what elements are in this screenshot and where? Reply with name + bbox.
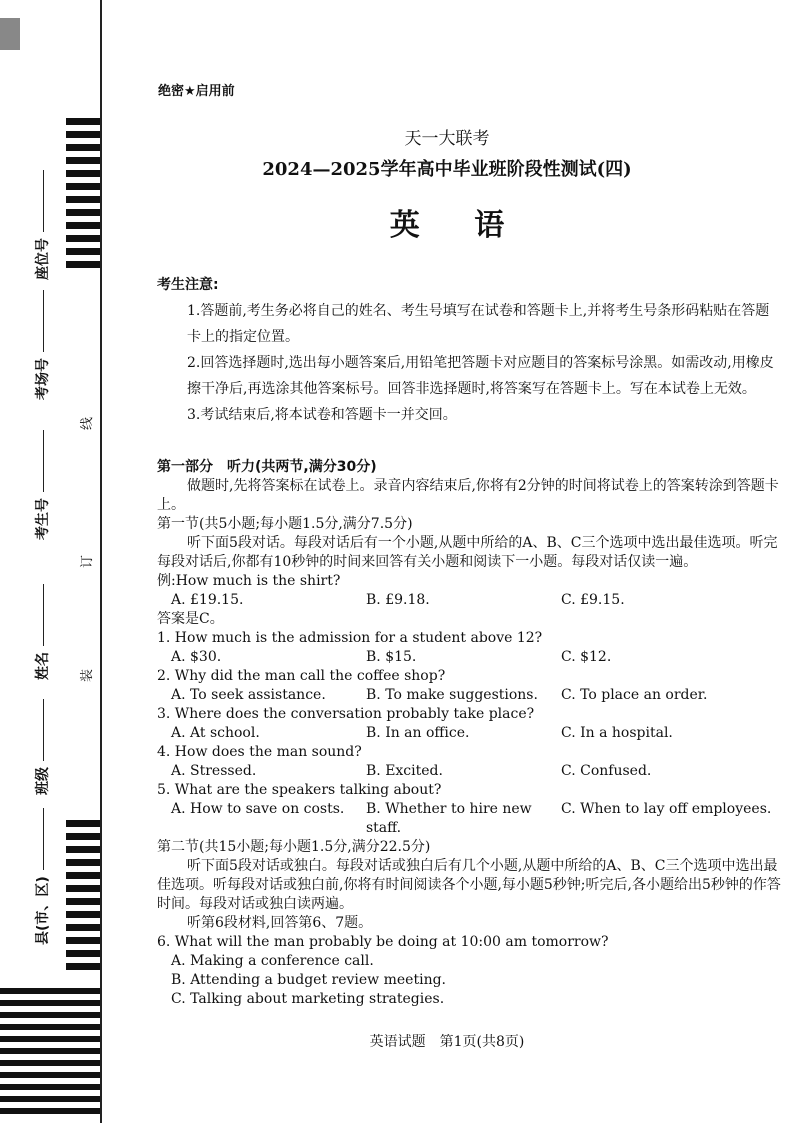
page-footer: 英语试题 第1页(共8页) [369,1034,525,1050]
candidate-notice [157,272,782,428]
cut-mark-staple: 订 [80,554,95,568]
option: B. $15. [366,649,417,665]
example-options [157,591,782,610]
option: A. £19.15. [171,592,244,608]
question-5: 5. What are the speakers talking about? [157,782,442,798]
corner-mark [0,18,20,50]
option: C. To place an order. [561,687,708,703]
side-field-seat: 座位号 [32,170,52,280]
section2-intro: 听下面5段对话或独白。每段对话或独白后有几个小题,从题中所给的A、B、C三个选项中选出最佳选项。听每段对话或独白前,你将有时间阅读各个小题,每小题5秒钟;听完后,各小题给出5秒钟的作答时间。每段对话或独白读两遍。 [157,858,781,912]
option: B. To make suggestions. [366,687,538,703]
option: B. Excited. [366,763,443,779]
side-field-room: 考场号 [32,290,52,400]
question-4: 4. How does the man sound? [157,744,362,760]
confidential-label: 绝密★启用前 [158,84,235,99]
option: C. £9.15. [561,592,625,608]
subject-title: 英 语 [389,208,527,243]
option: A. Making a conference call. [171,953,374,969]
option: B. Whether to hire new staff. [366,801,532,836]
section2-title: 第二节(共15小题;每小题1.5分,满分22.5分) [157,839,431,855]
section1-intro: 听下面5段对话。每段对话后有一个小题,从题中所给的A、B、C三个选项中选出最佳选项。听完每段对话后,你都有10秒钟的时间来回答有关小题和阅读下一小题。每段对话仅读一遍。 [157,535,778,570]
option: A. $30. [171,649,222,665]
question-1-options [157,648,782,667]
question-6: 6. What will the man probably be doing at 10:00 am tomorrow? [157,934,609,950]
side-field-examinee-no: 考生号 [32,430,52,540]
side-field-class: 班级 [32,699,52,795]
option: C. Talking about marketing strategies. [171,991,445,1007]
question-2: 2. Why did the man call the coffee shop? [157,668,446,684]
exam-org: 天一大联考 [404,129,490,149]
example-answer: 答案是C。 [157,611,224,627]
question-6-options [157,952,782,1009]
notice-item: 3.考试结束后,将本试卷和答题卡一并交回。 [187,407,457,423]
side-field-name: 姓名 [32,584,52,680]
option: C. Confused. [561,763,652,779]
notice-item: 2.回答选择题时,选出每小题答案后,用铅笔把答题卡对应题目的答案标号涂黑。如需改动,用橡皮擦干净后,再选涂其他答案标号。回答非选择题时,将答案写在答题卡上。写在本试卷上无效。 [187,355,774,397]
option: A. Stressed. [171,763,257,779]
material-6-instruction: 听第6段材料,回答第6、7题。 [187,915,373,931]
cut-mark-line: 线 [80,416,95,430]
option: B. Attending a budget review meeting. [171,972,446,988]
part-intro: 做题时,先将答案标在试卷上。录音内容结束后,你将有2分钟的时间将试卷上的答案转涂到答题卡上。 [157,478,779,513]
notice-heading: 考生注意: [157,277,219,293]
question-2-options [157,686,782,705]
question-3-options [157,724,782,743]
option: A. To seek assistance. [171,687,326,703]
part-title: 第一部分 听力(共两节,满分30分) [157,459,377,475]
question-1: 1. How much is the admission for a student above 12? [157,630,543,646]
option: C. In a hospital. [561,725,673,741]
option: C. $12. [561,649,612,665]
stripes-bottom [0,988,100,1120]
exam-title: 2024—2025学年高中毕业班阶段性测试(四) [262,159,632,180]
question-5-options [157,800,782,838]
side-field-county: 县(市、区) [32,808,52,945]
question-4-options [157,762,782,781]
notice-item: 1.答题前,考生务必将自己的姓名、考生号填写在试卷和答题卡上,并将考生号条形码粘贴在答题卡上的指定位置。 [187,303,770,345]
option: B. In an office. [366,725,470,741]
stripes-mid [66,820,100,976]
option: C. When to lay off employees. [561,801,772,817]
option: A. How to save on costs. [171,801,345,817]
option: A. At school. [171,725,260,741]
option: B. £9.18. [366,592,430,608]
section1-title: 第一节(共5小题;每小题1.5分,满分7.5分) [157,516,413,532]
part-listening [157,458,782,1009]
example-question: 例:How much is the shirt? [157,573,341,589]
question-3: 3. Where does the conversation probably take place? [157,706,535,722]
cut-mark-bind: 装 [80,668,95,682]
